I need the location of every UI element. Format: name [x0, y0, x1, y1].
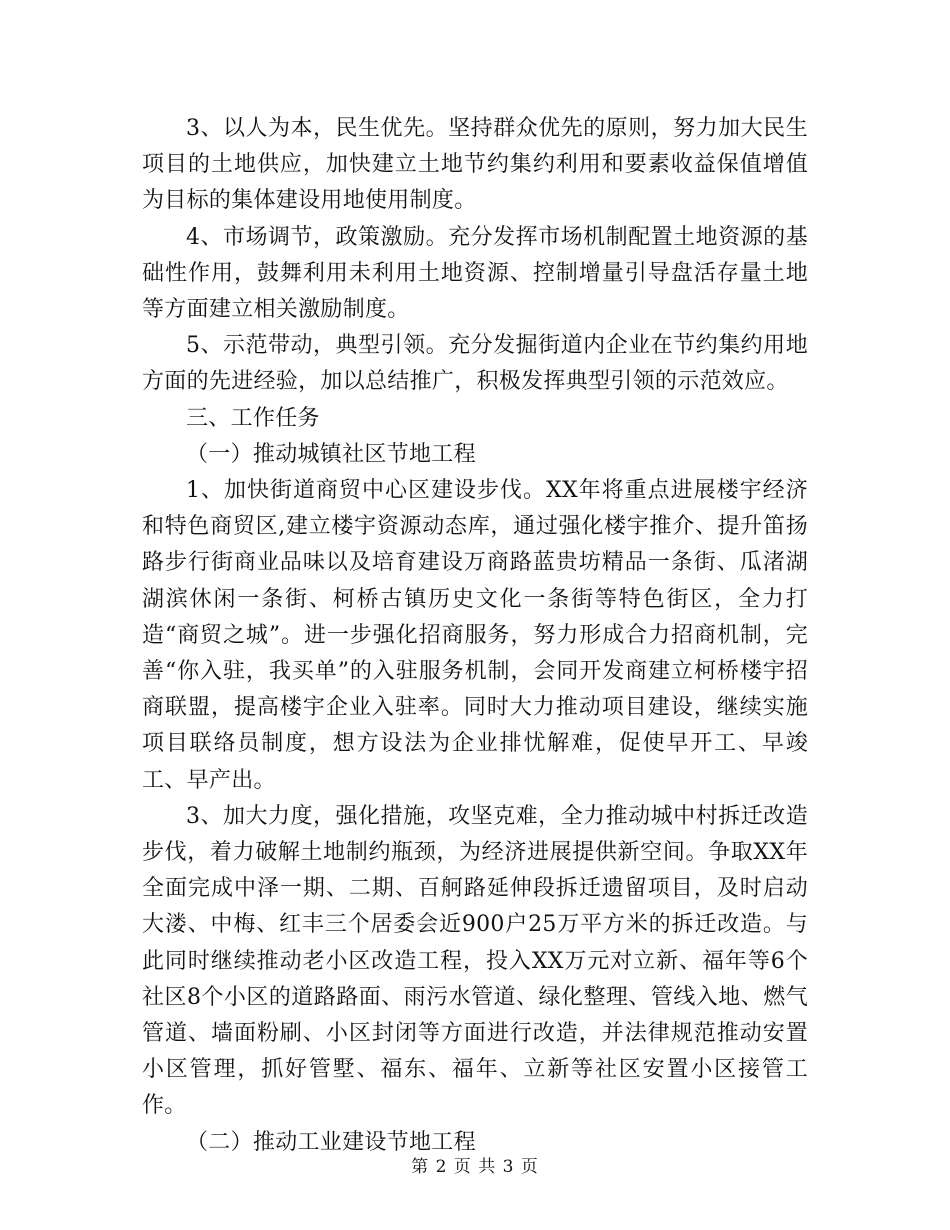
task-3: 3、加大力度，强化措施，攻坚克难，全力推动城中村拆迁改造步伐，着力破解土地制约瓶颈，为经济进展提供新空间。争取XX年全面完成中泽一期、二期、百舸路延伸段拆迁遗留项目，及时启动大溇、中梅、红丰三个居委会近900户25万平方米的拆迁改造。与此同时继续推动老小区改造工程，投入XX万元对立新、福年等6个社区8个小区的道路路面、雨污水管道、绿化整理、管线入地、燃气管道、墙面粉刷、小区封闭等方面进行改造，并法律规范推动安置小区管理，抓好管墅、福东、福年、立新等社区安置小区接管工作。: [142, 803, 808, 1119]
subsection-2-heading: （二）推动工业建设节地工程: [186, 1129, 476, 1155]
subsection-1-heading: （一）推动城镇社区节地工程: [186, 441, 476, 467]
page-footer: 第 2 页 共 3 页: [411, 1157, 539, 1177]
principle-3: 3、以人为本，民生优先。坚持群众优先的原则，努力加大民生项目的土地供应，加快建立土地节约集约利用和要素收益保值增值为目标的集体建设用地使用制度。: [142, 116, 808, 214]
principle-4: 4、市场调节，政策激励。充分发挥市场机制配置土地资源的基础性作用，鼓舞利用未利用土地资源、控制增量引导盘活存量土地等方面建立相关激励制度。: [142, 224, 808, 323]
section-3-heading: 三、工作任务: [186, 405, 320, 431]
task-1: 1、加快街道商贸中心区建设步伐。XX年将重点进展楼宇经济和特色商贸区,建立楼宇资源动态库，通过强化楼宇推介、提升笛扬路步行街商业品味以及培育建设万商路蓝贵坊精品一条街、瓜渚湖湖滨休闲一条街、柯桥古镇历史文化一条街等特色街区，全力打造“商贸之城”。进一步强化招商服务，努力形成合力招商机制，完善“你入驻，我买单”的入驻服务机制，会同开发商建立柯桥楼宇招商联盟，提高楼宇企业入驻率。同时大力推动项目建设，继续实施项目联络员制度，想方设法为企业排忧解难，促使早开工、早竣工、早产出。: [142, 478, 808, 793]
principle-5: 5、示范带动，典型引领。充分发掘街道内企业在节约集约用地方面的先进经验，加以总结推广，积极发挥典型引领的示范效应。: [142, 333, 808, 395]
document-body: [142, 111, 808, 1161]
